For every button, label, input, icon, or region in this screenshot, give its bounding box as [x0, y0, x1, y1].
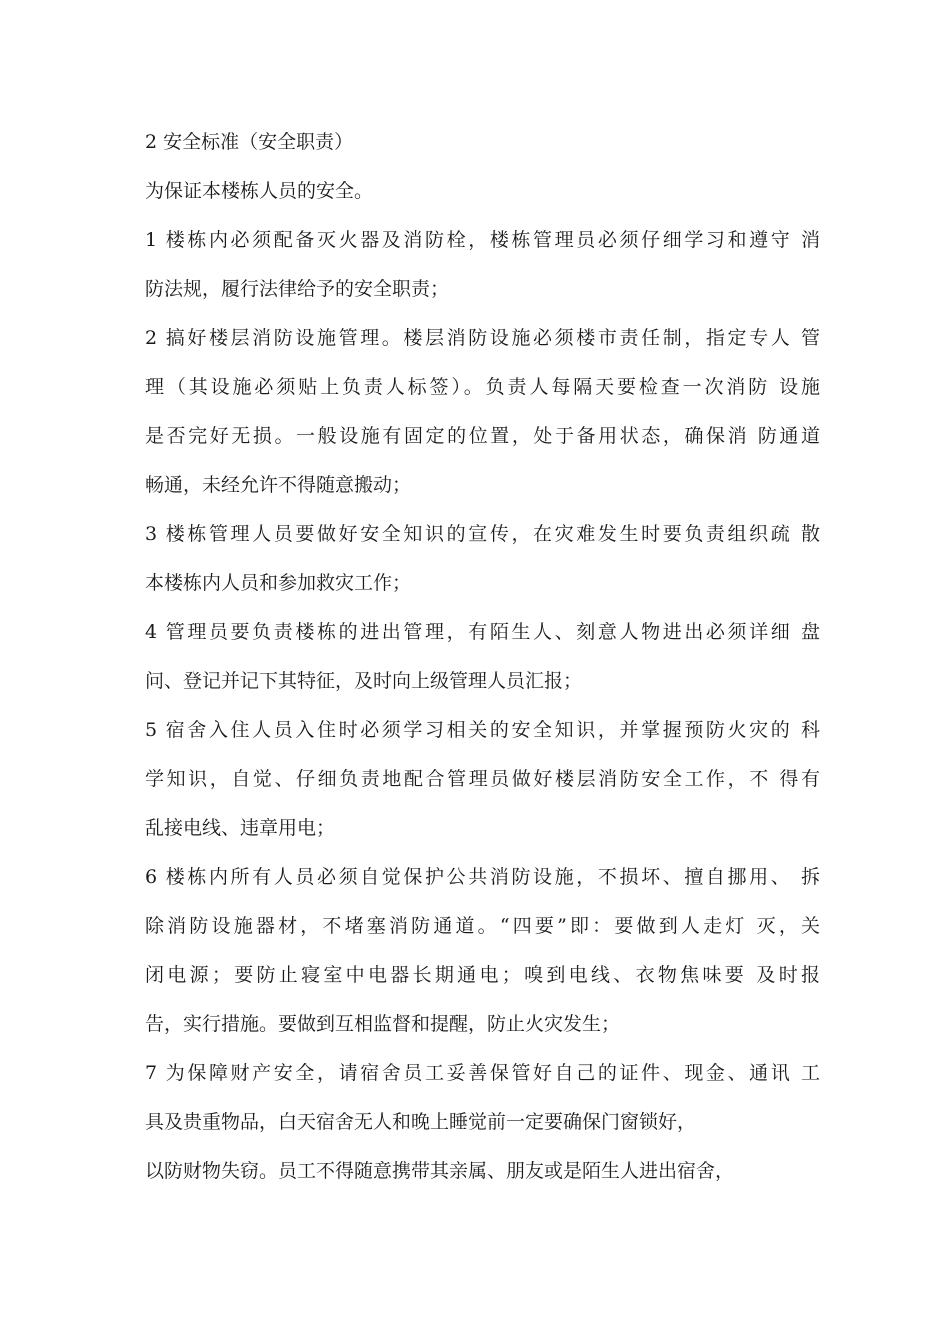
- text-line: 问、登记并记下其特征，及时向上级管理人员汇报；: [145, 670, 583, 692]
- text-line: 3 楼栋管理人员要做好安全知识的宣传，在灾难发生时要负责组织疏 散: [145, 523, 820, 545]
- text-line: 4 管理员要负责楼栋的进出管理，有陌生人、刻意人物进出必须详细 盘: [145, 621, 820, 643]
- text-line: 本楼栋内人员和参加救灾工作；: [145, 572, 412, 594]
- section-heading: 2 安全标准（安全职责）: [145, 131, 354, 153]
- text-line: 理（其设施必须贴上负责人标签）。负责人每隔天要检查一次消防 设施: [145, 376, 820, 398]
- text-line: 学知识，自觉、仔细负责地配合管理员做好楼层消防安全工作，不 得有: [145, 768, 820, 790]
- text-line: 闭电源；要防止寝室中电器长期通电；嗅到电线、衣物焦味要 及时报: [145, 964, 820, 986]
- text-line: 除消防设施器材，不堵塞消防通道。“四要”即：要做到人走灯 灭，关: [145, 915, 820, 937]
- text-line: 畅通，未经允许不得随意搬动；: [145, 474, 412, 496]
- document-body: [145, 118, 820, 1196]
- intro-line: 为保证本楼栋人员的安全。: [145, 180, 374, 202]
- text-line: 乱接电线、违章用电；: [145, 817, 336, 839]
- text-line: 具及贵重物品，白天宿舍无人和晚上睡觉前一定要确保门窗锁好，: [145, 1111, 697, 1133]
- text-line: 告，实行措施。要做到互相监督和提醒，防止火灾发生；: [145, 1013, 621, 1035]
- text-line: 6 楼栋内所有人员必须自觉保护公共消防设施，不损坏、擅自挪用、 拆: [145, 866, 820, 888]
- text-line: 7 为保障财产安全，请宿舍员工妥善保管好自己的证件、现金、通讯 工: [145, 1062, 820, 1084]
- text-line: 防法规，履行法律给予的安全职责；: [145, 278, 450, 300]
- text-line: 2 搞好楼层消防设施管理。楼层消防设施必须楼市责任制，指定专人 管: [145, 327, 820, 349]
- text-line: 以防财物失窃。员工不得随意携带其亲属、朋友或是陌生人进出宿舍，: [145, 1160, 735, 1182]
- text-line: 是否完好无损。一般设施有固定的位置，处于备用状态，确保消 防通道: [145, 425, 820, 447]
- text-line: 1 楼栋内必须配备灭火器及消防栓，楼栋管理员必须仔细学习和遵守 消: [145, 229, 820, 251]
- text-line: 5 宿舍入住人员入住时必须学习相关的安全知识，并掌握预防火灾的 科: [145, 719, 820, 741]
